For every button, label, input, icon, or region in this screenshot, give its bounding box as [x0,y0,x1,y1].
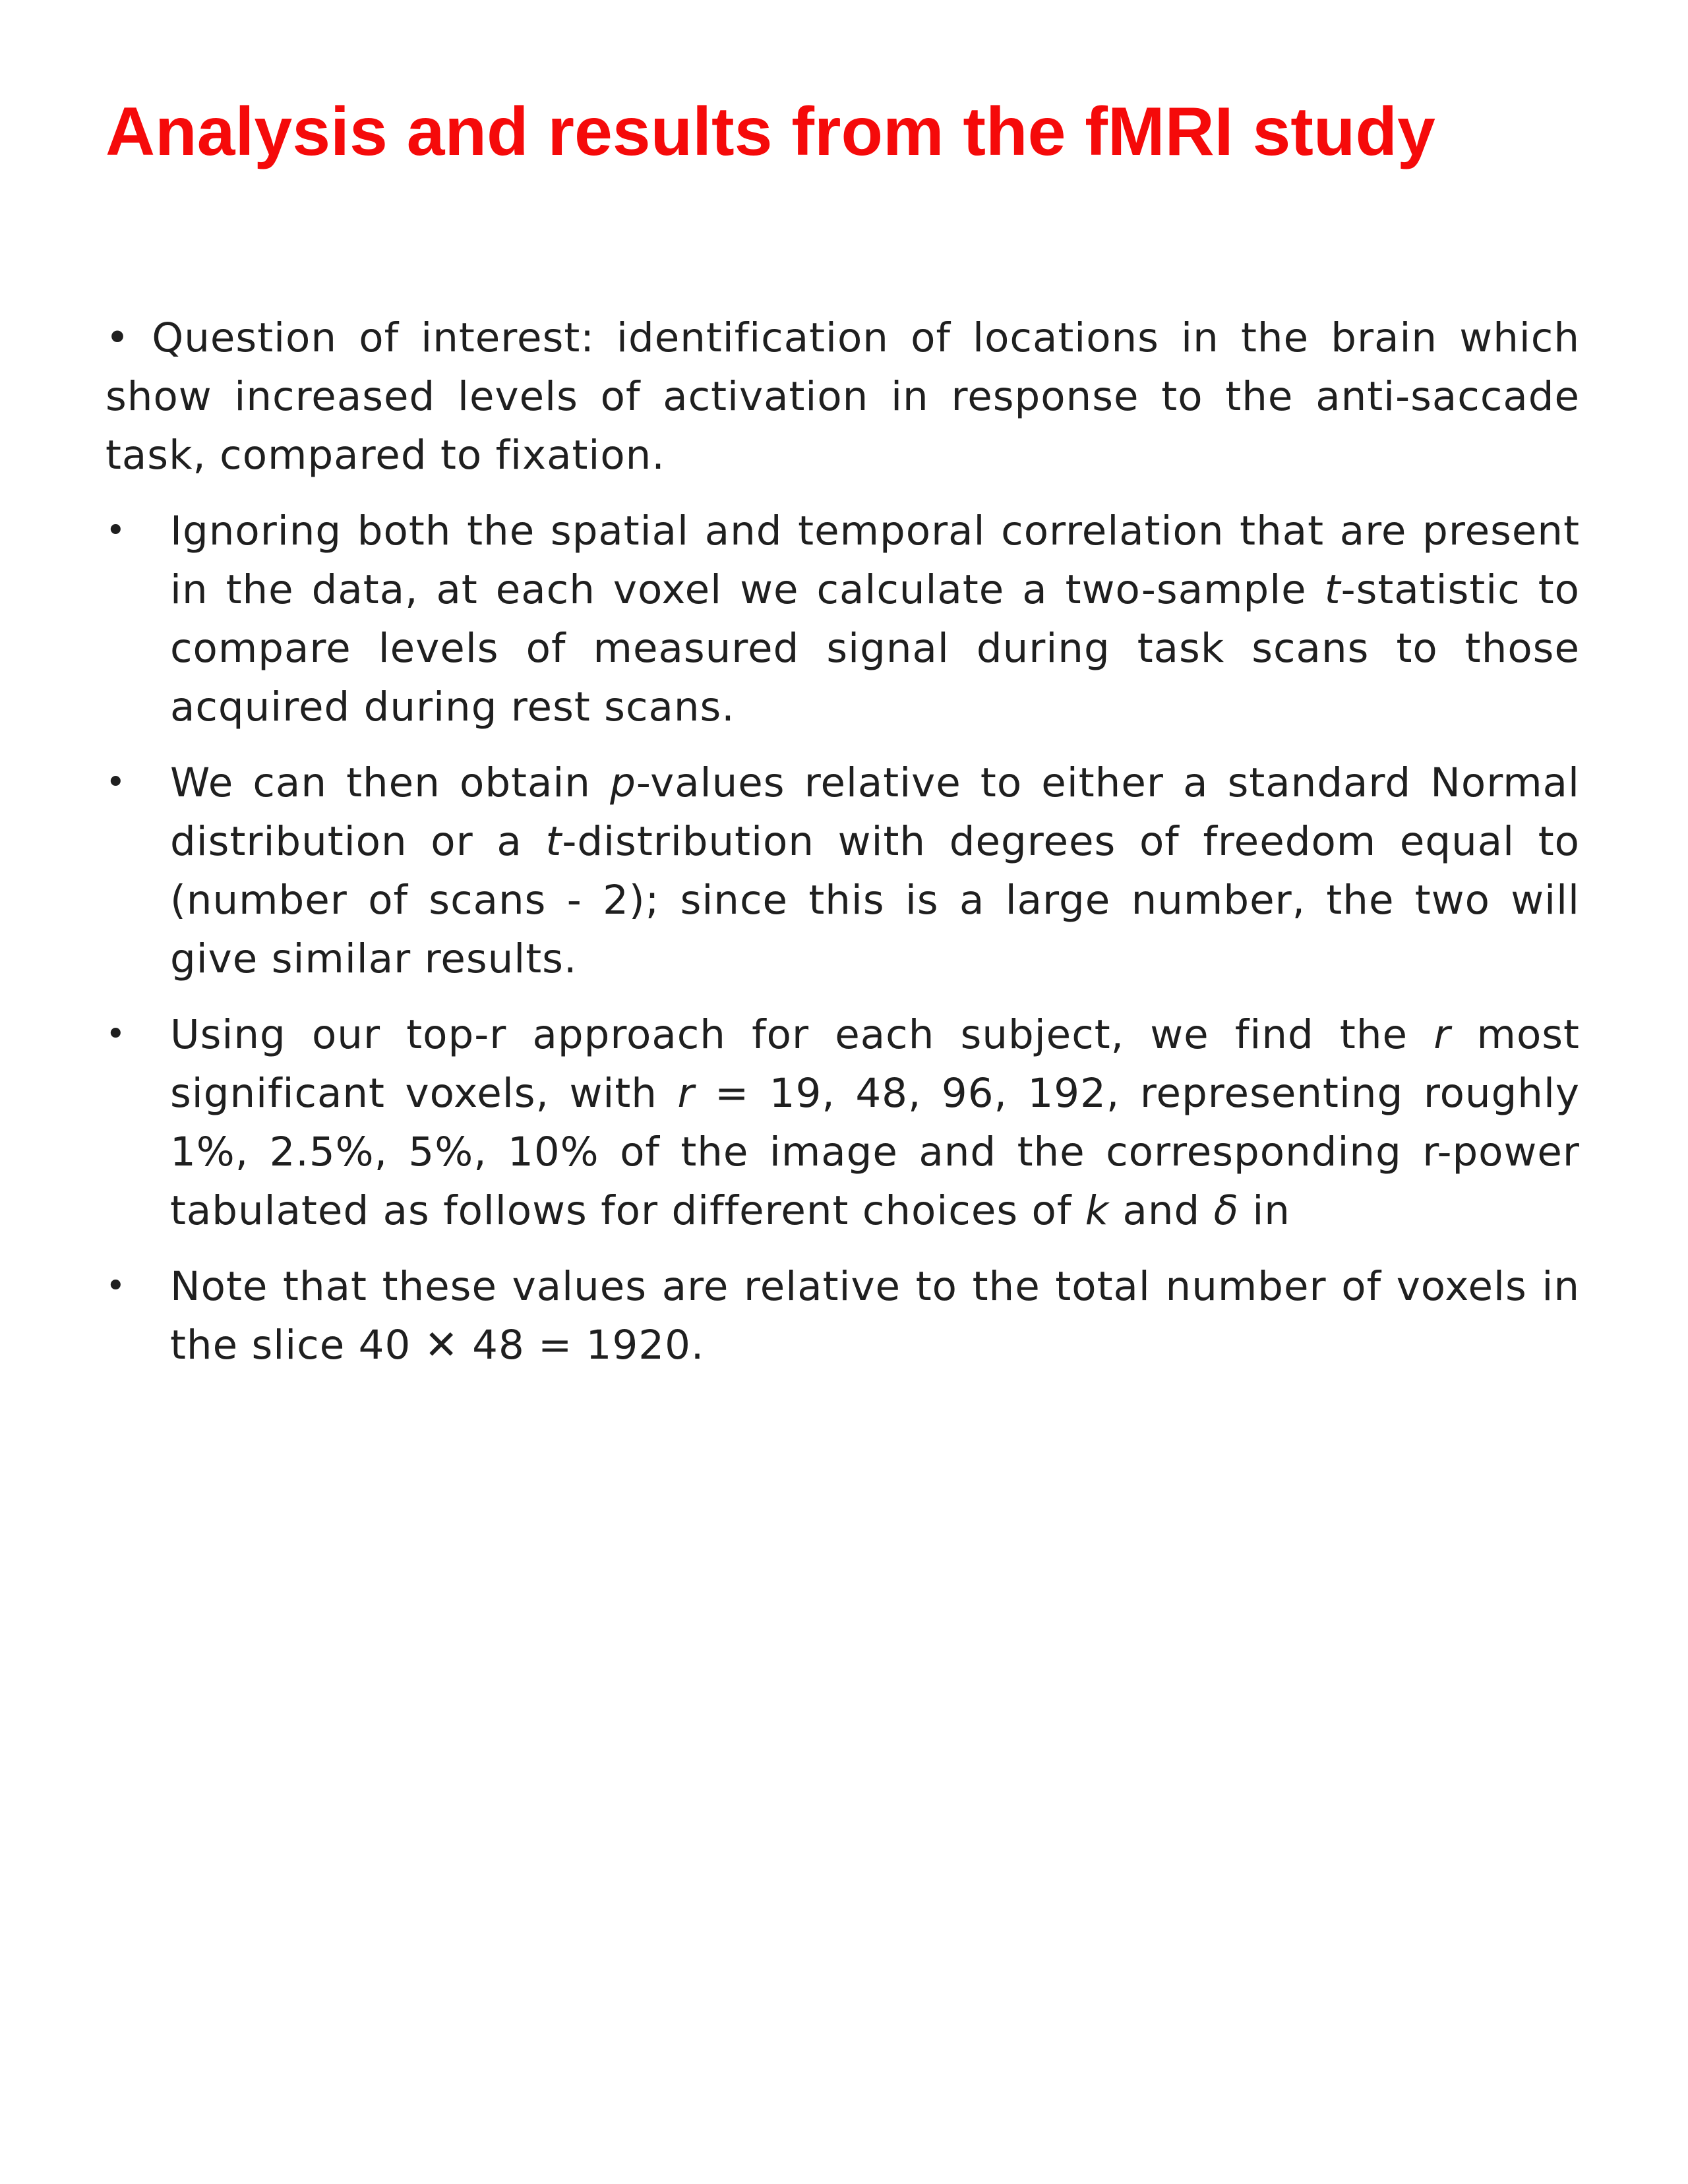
italic-k: k [1085,1187,1110,1234]
bullet-text [170,1263,1580,1369]
bullet-item-note [106,1257,1580,1374]
times-symbol: ✕ [424,1322,459,1369]
slide-body [106,309,1580,1392]
bullet-marker: • [106,1266,127,1306]
intro-bullet: • [106,314,130,361]
italic-p: p [610,759,636,806]
bullet-text [170,759,1580,982]
intro-text: Question of interest: identification of locations in the brain which show increased levels of activation in response to the anti-saccade task, compared to fixation. [106,314,1580,479]
text-run: Using our top-r approach for each subject, we find the [170,1011,1434,1058]
bullet-text [170,1011,1580,1234]
text-run: -distribution with degrees of freedom equal to (number of scans - 2); since this is a large number, the two will give similar results. [170,818,1581,982]
italic-delta: δ [1213,1187,1239,1234]
page-title: Analysis and results from the fMRI study [106,94,1435,170]
bullet-item-pvalues [106,753,1580,988]
text-run: most significant voxels, with [170,1011,1580,1117]
text-run: 48 = 1920. [458,1322,705,1369]
bullet-list [106,502,1580,1374]
bullet-item-tstatistic [106,502,1580,736]
text-run: Note that these values are relative to the total number of voxels in the slice 40 [170,1263,1580,1369]
text-run: -statistic to compare levels of measured signal during task scans to those acquired during rest scans. [170,566,1580,730]
text-run: -values relative to either a standard Normal distribution or a [170,759,1580,865]
bullet-marker: • [106,763,127,802]
text-run: Ignoring both the spatial and temporal correlation that are present in the data, at each voxel we calculate a two-sample [170,508,1580,613]
bullet-item-top-r [106,1005,1580,1240]
bullet-text [170,508,1580,730]
bullet-marker: • [106,1015,127,1054]
italic-t: t [545,818,562,865]
italic-t: t [1324,566,1341,613]
text-run: and [1109,1187,1214,1234]
italic-r: r [1433,1011,1451,1058]
italic-r: r [677,1070,695,1117]
bullet-marker: • [106,511,127,550]
text-run: We can then obtain [170,759,611,806]
text-run: in [1238,1187,1290,1234]
text-run: = 19, 48, 96, 192, representing roughly 1%, 2.5%, 5%, 10% of the image and the corresponding r-power tabulated as follows for different choices of [170,1070,1580,1234]
intro-paragraph [106,309,1580,485]
